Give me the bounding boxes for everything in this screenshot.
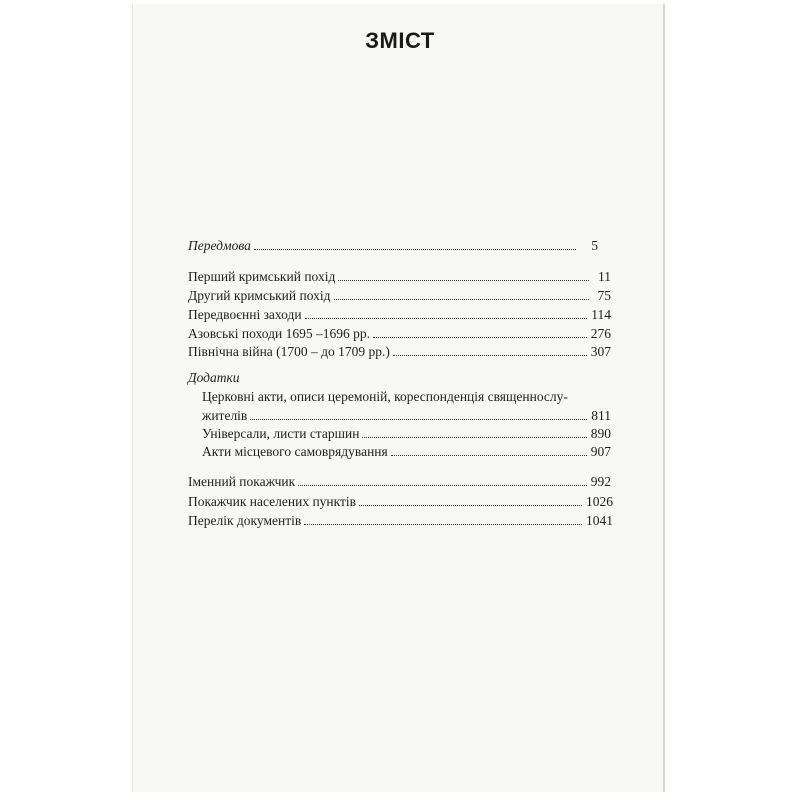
dot-leader — [338, 280, 589, 281]
toc-entry-preface — [188, 234, 598, 254]
toc-entry-label: Перелік документів — [188, 513, 302, 528]
dot-leader — [305, 318, 588, 319]
toc-entry-label: Передмова — [188, 238, 251, 253]
toc-entry-page: 307 — [590, 344, 611, 359]
dot-leader — [359, 505, 582, 506]
toc-entry-page: 1026 — [586, 494, 613, 509]
toc-entry-label: Акти місцевого самоврядування — [202, 444, 388, 459]
toc-entry — [188, 340, 611, 360]
toc-entry-label: Передвоєнні заходи — [188, 307, 302, 322]
page-title: ЗМІСТ — [365, 28, 435, 53]
appendix-heading: Додатки — [188, 370, 240, 385]
toc-entry-label: Універсали, листи старшин — [202, 426, 360, 441]
toc-entry-page: 1041 — [586, 513, 613, 528]
dot-leader — [254, 249, 576, 250]
toc-entry-page: 11 — [598, 269, 611, 284]
toc-entry-page: 5 — [591, 238, 598, 253]
toc-entry — [202, 404, 611, 424]
toc-entry-label: Північна війна (1700 – до 1709 рр.) — [188, 344, 390, 359]
dot-leader — [298, 485, 587, 486]
toc-entry-page: 907 — [590, 444, 611, 459]
toc-entry-label: Азовські походи 1695 –1696 рр. — [188, 326, 370, 341]
dot-leader — [334, 299, 589, 300]
toc-entry — [188, 470, 611, 490]
dot-leader — [304, 524, 582, 525]
toc-entry — [202, 440, 611, 460]
dot-leader — [250, 419, 587, 420]
toc-entry-label: жителів — [202, 408, 248, 423]
dot-leader — [391, 455, 587, 456]
toc-entry-page: 811 — [591, 408, 611, 423]
dot-leader — [393, 355, 587, 356]
toc-entry — [188, 490, 613, 510]
toc-entry-label-line1: Церковні акти, описи церемоній, кореспонденція священнослу- — [202, 389, 568, 404]
toc-entry — [188, 322, 611, 342]
toc-entry — [188, 284, 611, 304]
toc-entry-page: 276 — [590, 326, 611, 341]
toc-entry — [202, 422, 611, 442]
toc-entry-page: 890 — [590, 426, 611, 441]
toc-entry-label: Перший кримський похід — [188, 269, 336, 284]
toc-entry-label: Іменний покажчик — [188, 474, 296, 489]
toc-entry — [188, 303, 611, 323]
dot-leader — [362, 437, 586, 438]
toc-entry-page: 114 — [591, 307, 611, 322]
toc-entry — [188, 265, 611, 285]
toc-entry — [188, 509, 613, 529]
dot-leader — [373, 337, 587, 338]
toc-entry-page: 992 — [590, 474, 611, 489]
toc-entry-page: 75 — [597, 288, 611, 303]
toc-entry-label: Другий кримський похід — [188, 288, 331, 303]
toc-entry-label: Покажчик населених пунктів — [188, 494, 357, 509]
